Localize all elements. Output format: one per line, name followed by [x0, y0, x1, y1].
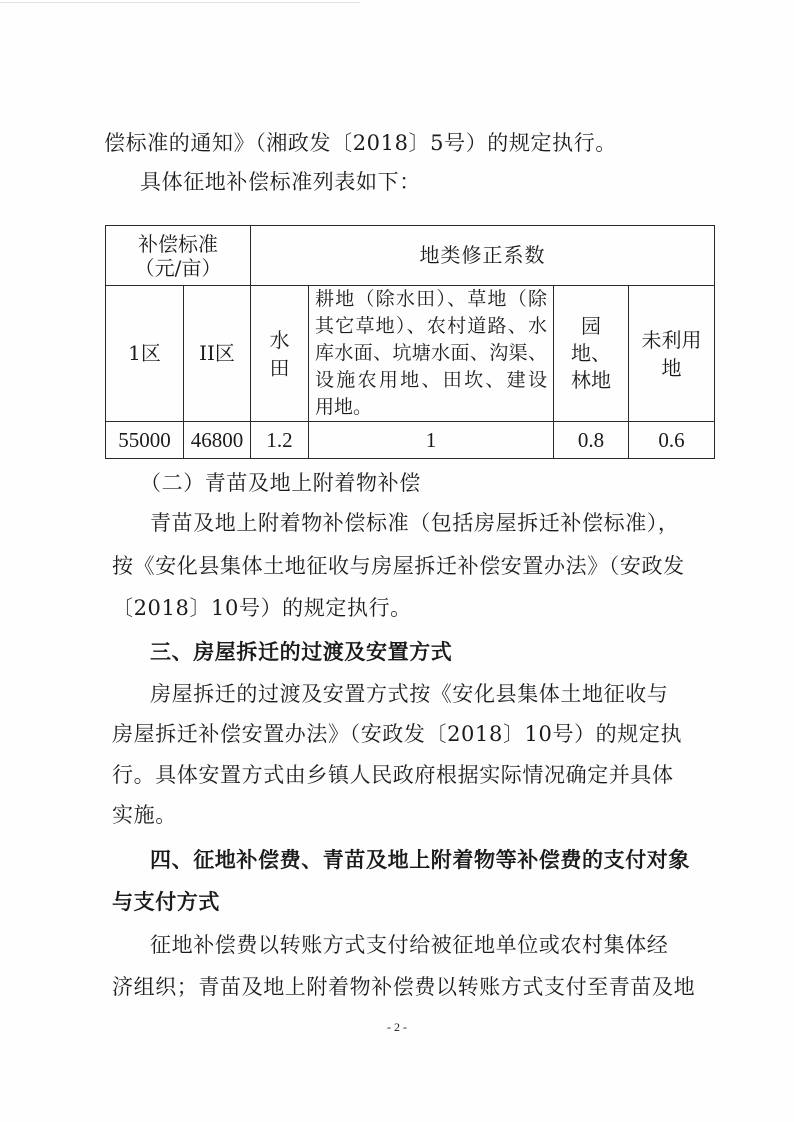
scan-edge-line	[0, 2, 360, 3]
unused-line-1: 未利用	[641, 327, 702, 352]
cultivated-line-2: 其它草地）、农村道路、水	[315, 315, 547, 337]
header-land-coefficient: 地类修正系数	[251, 226, 715, 286]
section-4-heading-line-1: 四、征地补偿费、青苗及地上附着物等补偿费的支付对象	[150, 848, 690, 872]
value-garden-forest: 0.8	[554, 422, 629, 459]
section-3-heading: 三、房屋拆迁的过渡及安置方式	[150, 640, 453, 664]
value-paddy: 1.2	[251, 422, 309, 459]
value-unused: 0.6	[629, 422, 715, 459]
value-zone-1: 55000	[106, 422, 184, 459]
cell-zone-1: 1区	[106, 286, 184, 422]
section-seedlings-line-2: 按《安化县集体土地征收与房屋拆迁补偿安置办法》（安政发	[112, 554, 685, 578]
cultivated-line-4: 设施农用地、田坎、建设	[315, 369, 547, 391]
cell-paddy	[251, 286, 309, 422]
header-compensation-standard	[106, 226, 251, 286]
cell-cultivated	[309, 286, 554, 422]
cell-garden-forest	[554, 286, 629, 422]
header-standard-line-1: 补偿标准	[138, 231, 218, 256]
garden-forest-line-1: 园	[581, 314, 601, 338]
section-4-heading-line-2: 与支付方式	[112, 890, 220, 914]
section-3-line-2: 房屋拆迁补偿安置办法》（安政发〔2018〕10号）的规定执	[112, 722, 683, 746]
section-seedlings-heading: （二）青苗及地上附着物补偿	[140, 471, 421, 495]
garden-forest-line-3: 林地	[571, 368, 611, 392]
cultivated-line-5: 用地。	[315, 396, 373, 418]
section-3-line-4: 实施。	[112, 803, 177, 827]
paddy-line-1: 水	[269, 327, 290, 352]
paddy-line-2: 田	[269, 355, 290, 380]
section-4-line-1: 征地补偿费以转账方式支付给被征地单位或农村集体经	[150, 933, 669, 957]
garden-forest-line-2: 地、	[571, 341, 611, 365]
cultivated-line-3: 库水面、坑塘水面、沟渠、	[315, 342, 547, 364]
intro-line-2: 具体征地补偿标准列表如下：	[140, 170, 421, 194]
value-cultivated: 1	[309, 422, 554, 459]
intro-line-1: 偿标准的通知》（湘政发〔2018〕5号）的规定执行。	[104, 131, 617, 155]
section-seedlings-line-1: 青苗及地上附着物补偿标准（包括房屋拆迁补偿标准），	[150, 511, 680, 535]
section-4-line-2: 济组织；青苗及地上附着物补偿费以转账方式支付至青苗及地	[112, 975, 696, 999]
page-number: - 2 -	[387, 1020, 407, 1034]
unused-line-2: 地	[661, 355, 682, 380]
compensation-standard-table	[105, 225, 715, 459]
cell-unused	[629, 286, 715, 422]
table-category-row	[106, 286, 715, 422]
cell-zone-2: II区	[184, 286, 251, 422]
table-value-row	[106, 422, 715, 459]
section-3-line-3: 行。具体安置方式由乡镇人民政府根据实际情况确定并具体	[112, 763, 674, 787]
section-3-line-1: 房屋拆迁的过渡及安置方式按《安化县集体土地征收与	[150, 682, 669, 706]
table-header-row	[106, 226, 715, 286]
cultivated-line-1: 耕地（除水田）、草地（除	[315, 288, 547, 310]
section-seedlings-line-3: 〔2018〕10号）的规定执行。	[112, 596, 412, 620]
value-zone-2: 46800	[184, 422, 251, 459]
header-standard-line-2: （元/亩）	[134, 255, 222, 280]
